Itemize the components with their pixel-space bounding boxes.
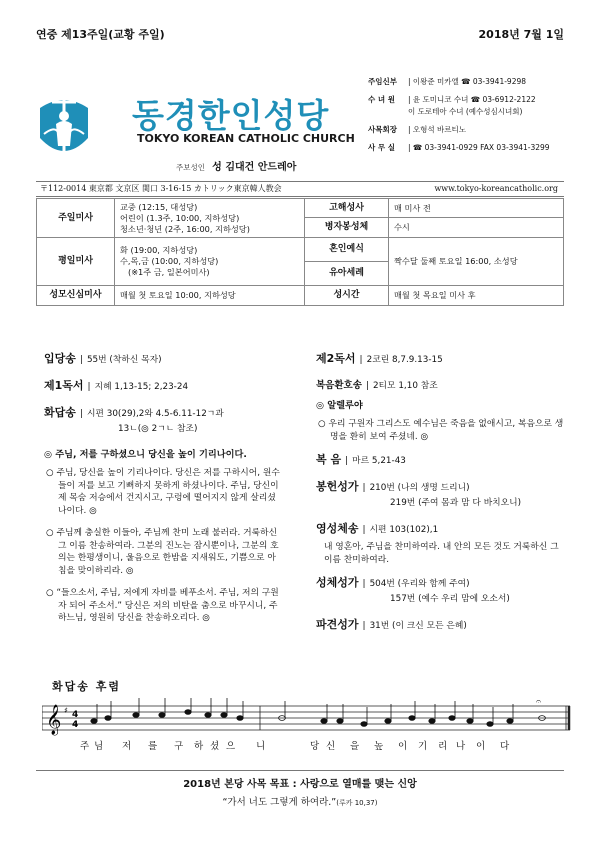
offertory-hymn: 봉헌성가 | 210번 (나의 생명 드리니) bbox=[316, 480, 470, 493]
confession-label: 고해성사 bbox=[305, 199, 389, 218]
patron-label: 주보성인 bbox=[176, 163, 205, 172]
patron-saint bbox=[176, 158, 296, 173]
svg-text:4: 4 bbox=[72, 710, 79, 720]
address: 〒112-0014 東京都 文京区 関口 3-16-15 カトリック東京韓人教会 bbox=[40, 184, 282, 193]
psalm-verse-2: ○ 주님께 충실한 이들아, 주님께 찬미 노래 불러라. 거룩하신 그 이름 찬송하여라. 그분의 진노는 잠시뿐이나, 그분의 호의는 한평생이니, 울음으로 한밤을 지새워도, 기쁨으로 아침을 맞이하리라. ◎ bbox=[46, 528, 279, 576]
holy-hour-value: 매월 첫 목요일 미사 후 bbox=[389, 286, 564, 306]
sunday-mass-times: 교중 (12:15, 대성당) 어린이 (1.3주, 10:00, 지하성당) 청소년·청년 (2주, 16:00, 지하성당) bbox=[115, 199, 305, 238]
gospel: 복 음 | 마르 5,21-43 bbox=[316, 453, 406, 466]
weekday-mass-times: 화 (19:00, 지하성당) 수,목,금 (10:00, 지하성당) (※1주 금, 일본어미사) bbox=[115, 238, 305, 286]
confession-value: 매 미사 전 bbox=[389, 199, 564, 218]
alleluia-verse: ○ 우리 구원자 그리스도 예수님은 죽음을 없애시고, 복음으로 생명을 환히 보여 주셨네. ◎ bbox=[318, 419, 564, 442]
wedding-baptism-value: 짝수달 둘째 토요일 16:00, 소성당 bbox=[389, 238, 564, 286]
treble-clef-icon: 𝄞 bbox=[46, 705, 62, 735]
gospel-acclamation: 복음환호송 | 2티모 1,10 참조 bbox=[316, 380, 438, 391]
first-reading: 제1독서 | 지혜 1,13-15; 2,23-24 bbox=[44, 379, 189, 392]
psalm-refrain-score-title: 화답송 후렴 bbox=[52, 680, 121, 693]
contact-row: 사 무 실 | ☎ 03-3941-0929 FAX 03-3941-3299 bbox=[368, 143, 550, 152]
psalm-ref-cont: 13ㄴ(◎ 2ㄱㄴ 참조) bbox=[118, 424, 198, 434]
weekday-mass-label: 평일미사 bbox=[37, 238, 115, 286]
communion-hymn: 성체성가 | 504번 (우리와 함께 주여) bbox=[316, 576, 470, 589]
bulletin-date: 2018년 7월 1일 bbox=[478, 28, 564, 41]
second-reading: 제2독서 | 2코린 8,7.9.13-15 bbox=[316, 352, 443, 365]
music-staff bbox=[42, 698, 572, 738]
contacts bbox=[368, 76, 568, 154]
communion-hymn-2: 157번 (예수 우리 맘에 오소서) bbox=[390, 594, 510, 604]
marian-mass-value: 매월 첫 토요일 10:00, 지하성당 bbox=[115, 286, 305, 306]
contact-row: 주임신부 | 이왕준 미카엘 ☎ 03-3941-9298 bbox=[368, 77, 527, 86]
website-link[interactable]: www.tokyo-koreancatholic.org bbox=[434, 184, 558, 193]
patron-name: 성 김대건 안드레아 bbox=[212, 162, 297, 173]
sharp-icon: ♯ bbox=[64, 706, 68, 715]
alleluia: ◎ 알렐루야 bbox=[316, 400, 363, 411]
communion-antiphon: 영성체송 | 시편 103(102),1 bbox=[316, 522, 439, 535]
psalm-refrain: ◎ 주님, 저를 구하셨으니 당신을 높이 기리나이다. bbox=[44, 449, 247, 460]
fermata-icon: 𝄐 bbox=[536, 698, 542, 707]
church-name-english: TOKYO KOREAN CATHOLIC CHURCH bbox=[137, 132, 355, 145]
baptism-label: 유아세례 bbox=[305, 262, 389, 286]
right-column bbox=[316, 352, 564, 645]
scripture-quote: “가서 너도 그렇게 하여라.”(루카 10,37) bbox=[222, 797, 378, 808]
church-cross-logo-icon bbox=[36, 88, 92, 164]
entrance-hymn: 입당송 | 55번 (착하신 목자) bbox=[44, 352, 162, 365]
marian-mass-label: 성모신심미사 bbox=[37, 286, 115, 306]
sick-communion-label: 병자봉성체 bbox=[305, 218, 389, 238]
footer bbox=[36, 770, 564, 808]
left-column bbox=[44, 352, 282, 635]
sick-communion-value: 수시 bbox=[389, 218, 564, 238]
responsorial-psalm: 화답송 | 시편 30(29),2와 4.5-6.11-12ㄱ과 bbox=[44, 406, 224, 419]
contact-row: 수 녀 원 | 윤 도미니코 수녀 ☎ 03-6912-2122 bbox=[368, 95, 536, 104]
wedding-label: 혼인예식 bbox=[305, 238, 389, 262]
address-bar bbox=[36, 181, 564, 197]
recessional-hymn: 파견성가 | 31번 (이 크신 모든 은혜) bbox=[316, 618, 467, 631]
top-bar bbox=[36, 26, 564, 42]
offertory-hymn-2: 219번 (주여 몸과 맘 다 바치오니) bbox=[390, 498, 522, 508]
communion-antiphon-text: 내 영혼아, 주님을 찬미하여라. 내 안의 모든 것도 거룩하신 그 이름 찬미하여라. bbox=[324, 542, 559, 565]
holy-hour-label: 성시간 bbox=[305, 286, 389, 306]
svg-text:4: 4 bbox=[72, 720, 79, 730]
quote-reference: (루카 10,37) bbox=[336, 799, 378, 807]
psalm-verse-3: ○ “들으소서, 주님, 저에게 자비를 베푸소서. 주님, 저의 구원자 되어 주소서.” 당신은 저의 비탄을 춤으로 바꾸시니, 주 하느님, 영원히 당신을 찬송하오리다. ◎ bbox=[46, 588, 279, 623]
contact-row: 사목회장 | 오형석 바르티노 bbox=[368, 125, 467, 134]
header bbox=[36, 70, 564, 180]
mass-schedule-table bbox=[36, 198, 564, 306]
sunday-mass-label: 주일미사 bbox=[37, 199, 115, 238]
liturgical-day: 연중 제13주일(교황 주일) bbox=[36, 28, 165, 41]
church-name-korean: 동경한인성당 bbox=[132, 96, 330, 135]
contact-row: 이 도로테아 수녀 (예수성심시녀회) bbox=[408, 107, 523, 116]
psalm-verse-1: ○ 주님, 당신을 높이 기리나이다. 당신은 저를 구하시어, 원수들이 저를 보고 기뻐하지 못하게 하셨나이다. 주님, 당신이 제 목숨 저승에서 건지시고, 구렁에 떨어지지 않게 살리셨나이다. ◎ bbox=[46, 468, 280, 516]
pastoral-goal: 2018년 본당 사목 목표 : 사랑으로 열매를 맺는 신앙 bbox=[183, 779, 417, 790]
